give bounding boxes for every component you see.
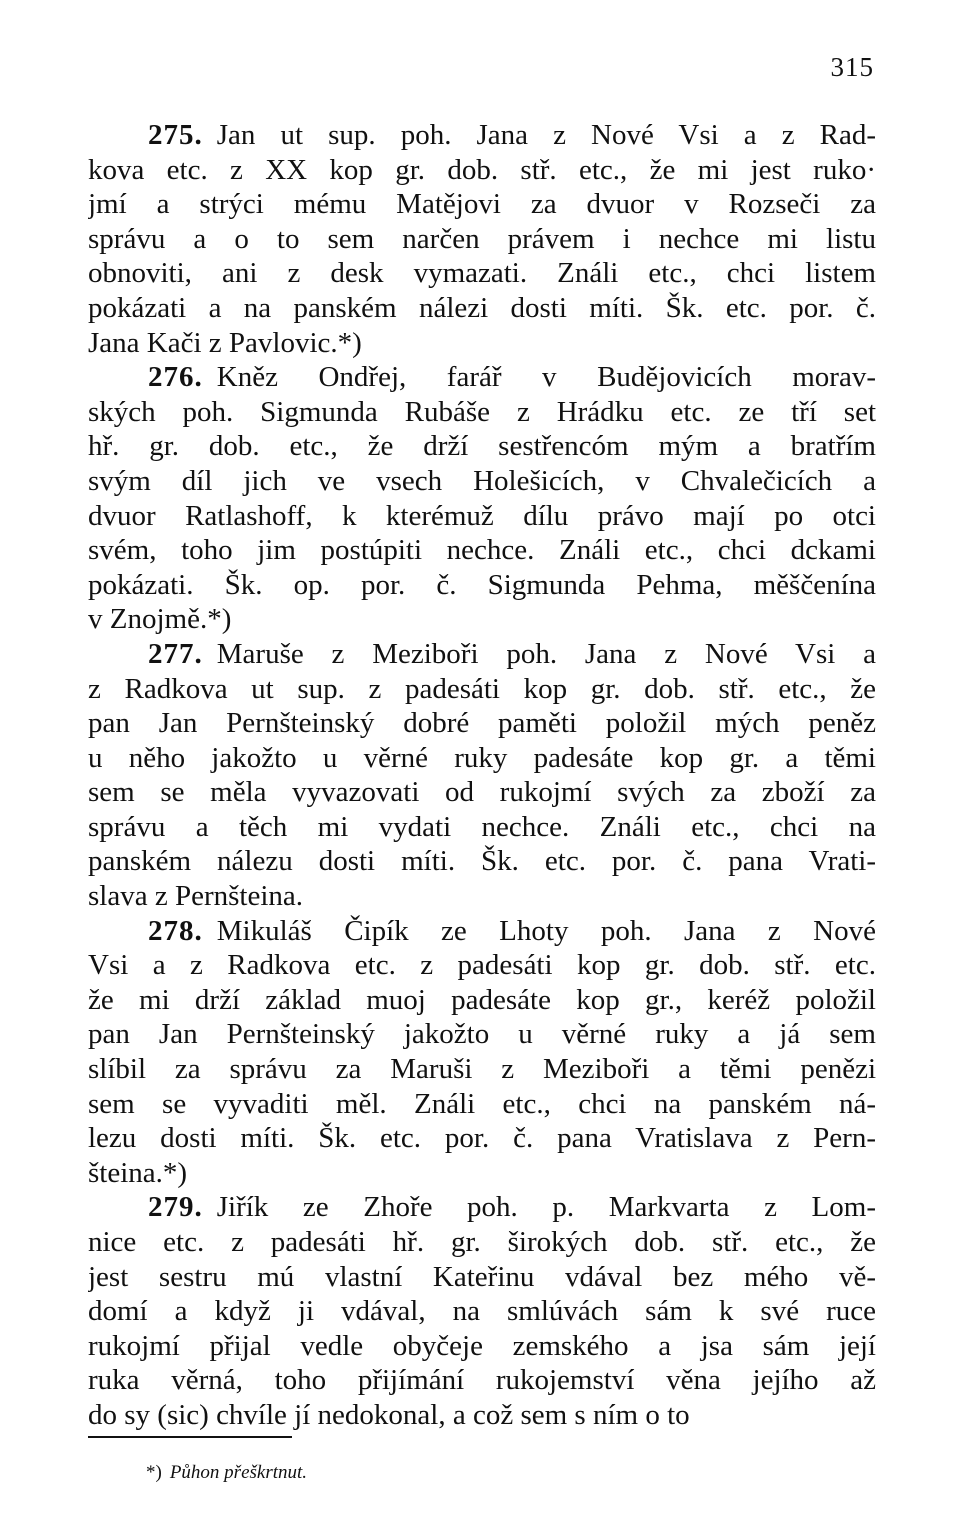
text-line	[88, 810, 876, 845]
line-text: jest sestru mú vlastní Kateřinu vdával bez mého vě-	[88, 1260, 876, 1293]
line-text: hř. gr. dob. etc., že drží sestřencóm mým a bratřím	[88, 430, 876, 463]
line-text: pokázati. Šk. op. por. č. Sigmunda Pehma, měščenína	[88, 568, 876, 601]
text-line	[88, 222, 876, 257]
text-body	[88, 118, 876, 1433]
text-line	[88, 775, 876, 810]
text-line	[88, 429, 876, 464]
line-text: v Znojmě.*)	[88, 603, 232, 636]
line-text: Vsi a z Radkova etc. z padesáti kop gr. dob. stř. etc.	[88, 949, 876, 982]
line-text: svým díl jich ve vsech Holešicích, v Chvalečicích a	[88, 464, 876, 497]
line-text: pokázati a na panském nálezi dosti míti. Šk. etc. por. č.	[88, 291, 876, 324]
text-line	[88, 1017, 876, 1052]
text-line	[88, 256, 876, 291]
text-line	[88, 1052, 876, 1087]
entry-number: 276.	[148, 361, 203, 394]
line-text: Jiřík ze Zhoře poh. p. Markvarta z Lom-	[216, 1191, 876, 1224]
text-line	[88, 1260, 876, 1295]
text-line	[88, 568, 876, 603]
line-text: Maruše z Meziboři poh. Jana z Nové Vsi a	[216, 637, 876, 670]
footnote-divider	[88, 1436, 292, 1438]
text-line	[88, 1121, 876, 1156]
footnote-mark: *)	[146, 1462, 162, 1483]
text-line	[88, 118, 876, 153]
text-line	[88, 1363, 876, 1398]
text-line	[88, 1087, 876, 1122]
text-line	[88, 533, 876, 568]
line-text: správu a o to sem narčen právem i nechce mi listu	[88, 222, 876, 255]
text-line	[88, 706, 876, 741]
line-text: ských poh. Sigmunda Rubáše z Hrádku etc. ze tří set	[88, 395, 876, 428]
text-line	[88, 741, 876, 776]
line-text: domí a když ji vdával, na smlúvách sám k své ruce	[88, 1295, 876, 1328]
line-text: slava z Pernšteina.	[88, 880, 304, 913]
line-text: slíbil za správu za Maruši z Meziboři a těmi penězi	[88, 1053, 876, 1086]
text-line	[88, 1329, 876, 1364]
text-line	[88, 1294, 876, 1329]
text-line	[88, 672, 876, 707]
line-text: u něho jakožto u věrné ruky padesáte kop gr. a těmi	[88, 741, 876, 774]
line-text: pan Jan Pernšteinský dobré paměti položil mých peněz	[88, 707, 876, 740]
line-text: svém, toho jim postúpiti nechce. Ználi etc., chci dckami	[88, 534, 876, 567]
entry-number: 278.	[148, 914, 203, 947]
text-line	[88, 983, 876, 1018]
line-text: lezu dosti míti. Šk. etc. por. č. pana Vratislava z Pern-	[88, 1122, 876, 1155]
line-text: jmí a strýci mému Matějovi za dvuor v Rozseči za	[88, 188, 876, 221]
line-text: nice etc. z padesáti hř. gr. širokých dob. stř. etc., že	[88, 1226, 876, 1258]
text-line	[88, 499, 876, 534]
line-text: Kněz Ondřej, farář v Budějovicích morav-	[216, 361, 876, 394]
line-text: z Radkova ut sup. z padesáti kop gr. dob. stř. etc., že	[88, 672, 876, 705]
text-line	[88, 1156, 876, 1191]
text-line	[88, 879, 876, 914]
text-line	[88, 291, 876, 326]
line-text: dvuor Ratlashoff, k kterémuž dílu právo mají po otci	[88, 499, 876, 532]
line-text: kova etc. z XX kop gr. dob. stř. etc., že mi jest ruko·	[88, 153, 876, 186]
footnote-text: Půhon přeškrtnut.	[169, 1462, 308, 1483]
line-text: do sy (sic) chvíle jí nedokonal, a což sem s ním o to	[88, 1398, 690, 1431]
footnote	[146, 1462, 307, 1484]
text-line	[88, 1225, 876, 1260]
text-line	[88, 948, 876, 983]
line-text: správu a těch mi vydati nechce. Ználi etc., chci na	[88, 810, 876, 843]
entry-number: 277.	[148, 637, 203, 670]
line-text: Jan ut sup. poh. Jana z Nové Vsi a z Rad-	[216, 119, 876, 151]
text-line	[88, 637, 876, 672]
line-text: šteina.*)	[88, 1156, 188, 1189]
text-line	[88, 1190, 876, 1225]
text-line	[88, 153, 876, 188]
line-text: ruka věrná, toho přijímání rukojemství věna jejího až	[88, 1364, 876, 1397]
page-number: 315	[830, 52, 874, 82]
text-line	[88, 360, 876, 395]
text-line	[88, 464, 876, 499]
line-text: panském nálezu dosti míti. Šk. etc. por. č. pana Vrati-	[88, 845, 876, 878]
line-text: sem se vyvaditi měl. Ználi etc., chci na panském ná-	[88, 1087, 876, 1120]
text-line	[88, 187, 876, 222]
line-text: rukojmí přijal vedle obyčeje zemského a jsa sám její	[88, 1329, 876, 1362]
line-text: obnoviti, ani z desk vymazati. Ználi etc., chci listem	[88, 257, 876, 290]
line-text: Jana Kači z Pavlovic.*)	[88, 326, 362, 359]
text-line	[88, 1398, 876, 1433]
line-text: pan Jan Pernšteinský jakožto u věrné ruky a já sem	[88, 1018, 876, 1051]
text-line	[88, 914, 876, 949]
text-line	[88, 844, 876, 879]
line-text: sem se měla vyvazovati od rukojmí svých za zboží za	[88, 776, 876, 809]
text-line	[88, 326, 876, 361]
line-text: Mikuláš Čipík ze Lhoty poh. Jana z Nové	[216, 914, 876, 947]
text-line	[88, 602, 876, 637]
line-text: že mi drží základ muoj padesáte kop gr., keréž položil	[88, 983, 876, 1016]
entry-number: 279.	[148, 1191, 203, 1224]
text-line	[88, 395, 876, 430]
entry-number: 275.	[148, 119, 203, 151]
